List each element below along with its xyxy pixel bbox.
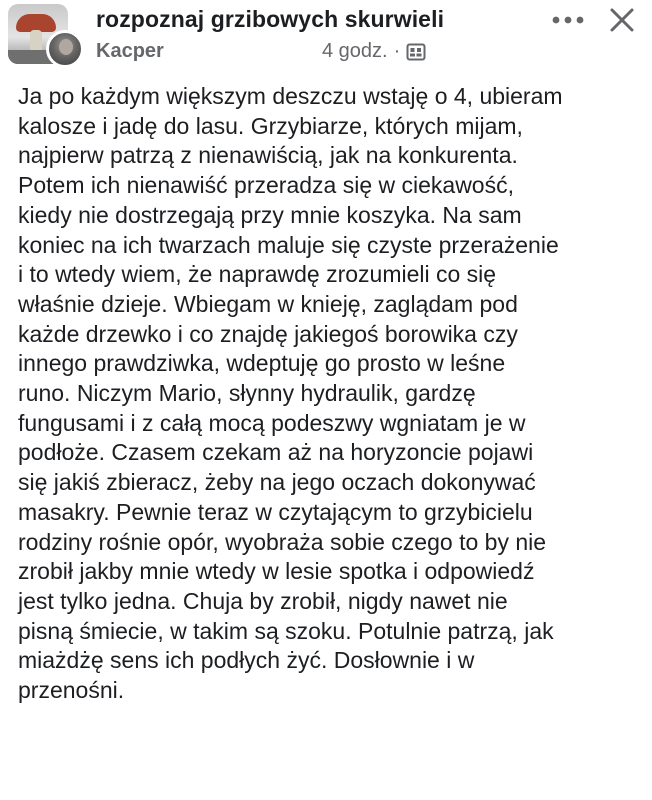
user-avatar[interactable] [46, 30, 84, 68]
group-members-icon[interactable] [406, 42, 426, 62]
post-meta [322, 40, 426, 63]
post-text-line: Potem ich nienawiść przeradza się w ciekawość, [18, 172, 514, 199]
close-button[interactable] [604, 2, 640, 38]
close-icon [607, 5, 637, 35]
author-name-link[interactable]: Kacper [96, 40, 164, 62]
more-options-button[interactable] [548, 6, 588, 34]
post-text-line: Ja po każdym większym deszczu wstaję o 4, ubieram [18, 83, 563, 109]
avatar-stack[interactable] [8, 4, 86, 68]
more-options-icon [550, 15, 586, 25]
post-text-line: miażdżę sens ich podłych żyć. Dosłownie i w [18, 647, 475, 674]
post-timestamp[interactable]: 4 godz. [322, 40, 388, 62]
post-text-line: właśnie dzieje. Wbiegam w knieję, zaglądam pod [18, 290, 518, 317]
post-header [0, 0, 652, 74]
post-text-line: przenośni. [18, 677, 125, 704]
post-text-line: się jakiś zbieracz, żeby na jego oczach dokonywać [18, 469, 536, 496]
post-text-line: runo. Niczym Mario, słynny hydraulik, gardzę [18, 380, 476, 407]
post-text-line: podłoże. Czasem czekam aż na horyzoncie pojawi [18, 439, 534, 466]
group-name-link[interactable]: rozpoznaj grzibowych skurwieli [96, 6, 445, 32]
post-text-line: najpierw patrzą z nienawiścią, jak na konkurenta. [18, 142, 518, 169]
post-text-line: kiedy nie dostrzegają przy mnie koszyka. Na sam [18, 201, 522, 228]
post-text-line: i to wtedy wiem, że naprawdę zrozumieli co się [18, 261, 497, 288]
post-text-line: fungusami i z całą mocą podeszwy wgniatam je w [18, 409, 526, 436]
post-text-line: masakry. Pewnie teraz w czytającym to grzybicielu [18, 498, 533, 525]
post-text-line: innego prawdziwka, wdeptuję go prosto w leśne [18, 350, 506, 377]
post-text-line: rodziny rośnie opór, wyobraża sobie czego to by nie [18, 528, 547, 555]
post-text-line: jest tylko jedna. Chuja by zrobił, nigdy nawet nie [18, 587, 508, 614]
user-avatar-face [59, 39, 73, 55]
post-text-line: pisną śmiecie, w takim są szoku. Potulnie patrzą, jak [18, 617, 554, 644]
post-text-line: koniec na ich twarzach maluje się czyste przerażenie [18, 231, 559, 258]
post-body-text [18, 82, 648, 706]
post-text-line: kalosze i jadę do lasu. Grzybiarze, których mijam, [18, 112, 523, 139]
meta-separator: · [393, 40, 401, 62]
post-text-line: zrobił jakby mnie wtedy w lesie spotka i odpowiedź [18, 558, 535, 585]
post-text-line: każde drzewko i co znajdę jakiegoś borowika czy [18, 320, 518, 347]
